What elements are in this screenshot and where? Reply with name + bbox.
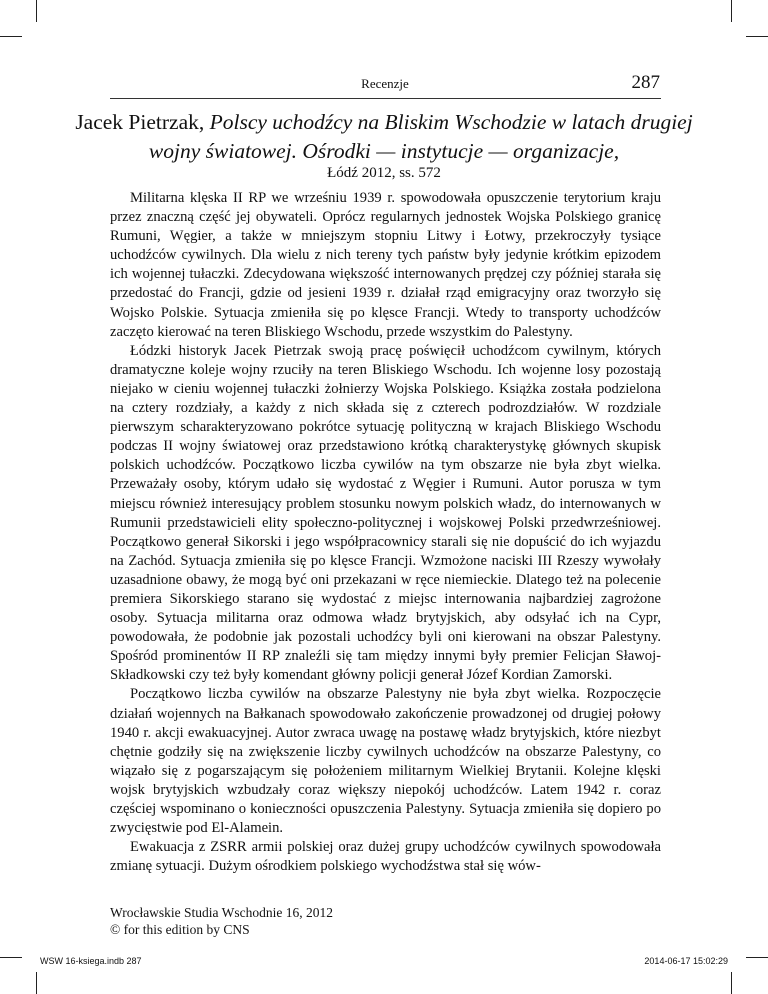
publication-info: Łódź 2012, ss. 572 bbox=[327, 165, 441, 181]
crop-mark-bottom-left-h bbox=[0, 957, 22, 958]
running-header bbox=[110, 72, 660, 98]
print-slug-timestamp: 2014-06-17 15:02:29 bbox=[644, 956, 728, 966]
review-body bbox=[110, 189, 661, 876]
journal-citation: Wrocławskie Studia Wschodnie 16, 2012 bbox=[110, 905, 334, 920]
journal-footer bbox=[110, 904, 333, 938]
crop-mark-bottom-right-h bbox=[746, 957, 768, 958]
header-rule bbox=[110, 98, 661, 99]
page-number: 287 bbox=[631, 72, 660, 93]
paragraph: Ewakuacja z ZSRR armii polskiej oraz dużej grupy uchodźców cywilnych spowodowała zmianę sytuacji. Dużym ośrodkiem polskiego wychodźstwa stał się wów- bbox=[110, 839, 661, 875]
crop-mark-bottom-right bbox=[731, 972, 732, 994]
paragraph: Początkowo liczba cywilów na obszarze Palestyny nie była zbyt wielka. Rozpoczęcie działań wojennych na Bałkanach spowodowało zakończenie prowadzonej od drugiej połowy 1940 r. akcji ewakuacyjnej. Autor zwraca uwagę na postawę władz brytyjskich, które niezbyt chętnie godziły się na zwiększenie liczby cywilnych uchodźców na obszarze Palestyny, co wiązało się z pogarszającym się położeniem militarnym Wielkiej Brytanii. Kolejne klęski wojsk brytyjskich wzbudzały coraz większy niepokój uchodźców. Latem 1942 r. coraz częściej wspominano o konieczności opuszczenia Palestyny. Sytuacja zmieniła się dopiero po zwycięstwie pod El-Alamein. bbox=[110, 686, 661, 837]
book-author: Jacek Pietrzak, bbox=[75, 110, 205, 134]
crop-mark-top-left-h bbox=[0, 36, 22, 37]
print-slug-file: WSW 16-ksiega.indb 287 bbox=[40, 956, 142, 966]
crop-mark-top-left bbox=[36, 0, 37, 22]
paragraph: Łódzki historyk Jacek Pietrzak swoją pracę poświęcił uchodźcom cywilnym, których dramatyczne koleje wojny rzuciły na teren Bliskiego Wschodu. Ich wojenne losy pozostają niejako w cieniu wojennej tułaczki żołnierzy Wojska Polskiego. Książka została podzielona na cztery rozdziały, a każdy z nich składa się z czterech podrozdziałów. W rozdziale pierwszym scharakteryzowano pokrótce sytuację polityczną w krajach Bliskiego Wschodu podczas II wojny światowej oraz przedstawiono krótką charakterystykę głównych skupisk polskich uchodźców. Początkowo liczba cywilów na tym obszarze nie była zbyt wielka. Przeważały osoby, którym udało się wydostać z Węgier i Rumuni. Autor porusza w tym miejscu również interesujący problem stosunku nowym polskich władz, do internowanych w Rumunii przedstawicieli elity społeczno-politycznej i wojskowej Polski przedwrześniowej. Początkowo generał Sikorski i jego współpracownicy starali się nie dopuścić do ich wyjazdu na Zachód. Sytuacja zmieniła się po klęsce Francji. Wzmożone naciski III Rzeszy wywołały uzasadnione obawy, że mogą być oni przekazani w ręce niemieckie. Dlatego też na polecenie premiera Sikorskiego starano się wydostać z miejsc internowania najbardziej zagrożone osoby. Sytuacja militarna oraz odmowa władz brytyjskich, aby odsyłać ich na Cypr, powodowała, że podobnie jak pozostali uchodźcy byli oni kierowani na obszar Palestyny. Spośród prominentów II RP znaleźli się tam między innymi były premier Felicjan Sławoj-Składkowski czy też były komendant główny policji generał Józef Kordian Zamorski. bbox=[110, 342, 661, 684]
paragraph: Militarna klęska II RP we wrześniu 1939 r. spowodowała opuszczenie terytorium kraju przez znaczną część jej obywateli. Oprócz regularnych jednostek Wojska Polskiego granicę Rumuni, Węgier, a także w mniejszym stopniu Litwy i Łotwy, przekroczyły tysiące uchodźców cywilnych. Dla wielu z nich tereny tych państw były jedynie krótkim epizodem ich wojennej tułaczki. Zdecydowana większość internowanych prędzej czy później starała się przedostać do Francji, gdzie od jesieni 1939 r. działał rząd emigracyjny oraz tworzyło się Wojsko Polskie. Sytuacja zmieniła się po klęsce Francji. Wtedy to transporty uchodźców zaczęto kierować na teren Bliskiego Wschodu, przede wszystkim do Palestyny. bbox=[110, 190, 661, 340]
crop-mark-top-right bbox=[731, 0, 732, 22]
section-name: Recenzje bbox=[361, 76, 409, 91]
review-title bbox=[60, 108, 708, 166]
crop-mark-top-right-h bbox=[746, 36, 768, 37]
book-title: Polscy uchodźcy na Bliskim Wschodzie w latach drugiej wojny światowej. Ośrodki — instytucje — organizacje, bbox=[148, 110, 693, 163]
crop-mark-bottom-left bbox=[36, 972, 37, 994]
copyright-notice: © for this edition by CNS bbox=[110, 922, 250, 937]
